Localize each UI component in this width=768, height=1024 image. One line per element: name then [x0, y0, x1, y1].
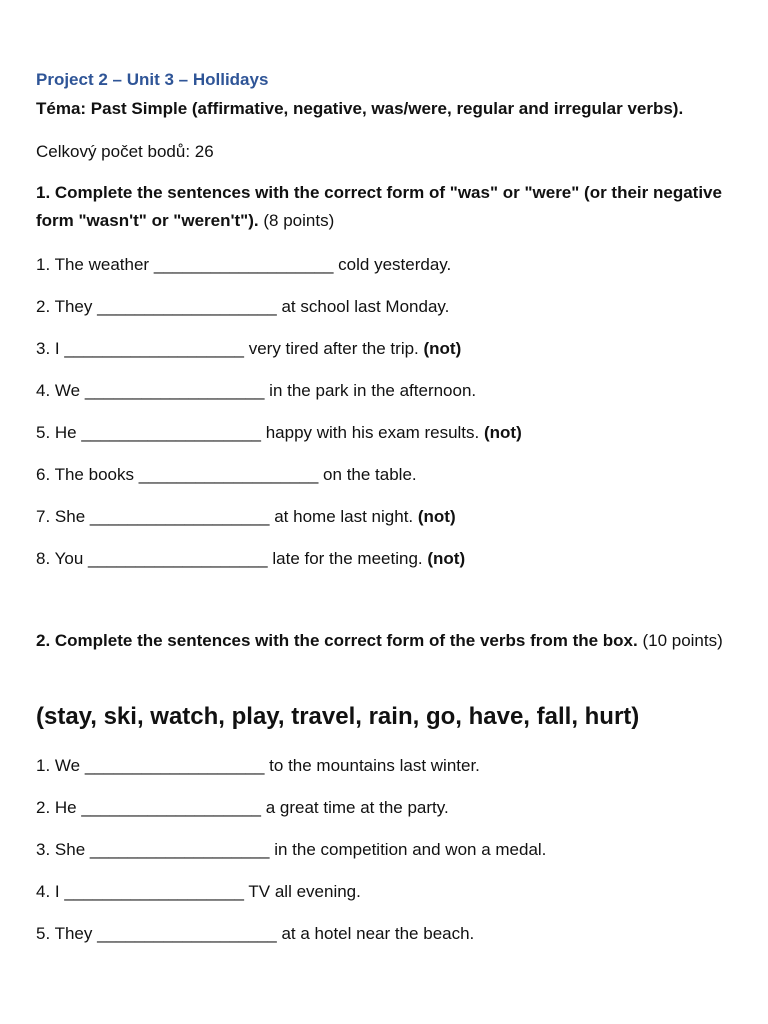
exercise1-instruction	[36, 179, 726, 235]
exercise2-instruction	[36, 627, 726, 655]
exercise1-item	[36, 422, 522, 444]
exercise1-item-text: 8. You ___________________ late for the meeting.	[36, 549, 423, 568]
page-title: Project 2 – Unit 3 – Hollidays	[36, 70, 269, 89]
exercise1-item	[36, 254, 451, 276]
exercise1-item-text: 2. They ___________________ at school last Monday.	[36, 297, 450, 316]
exercise2-instruction-text: 2. Complete the sentences with the correct form of the verbs from the box.	[36, 631, 638, 650]
exercise1-instruction-text: 1. Complete the sentences with the correct form of "was" or "were" (or their negative form "wasn't" or "weren't").	[36, 183, 722, 230]
exercise1-item-note: (not)	[479, 423, 522, 442]
exercise2-item: 3. She ___________________ in the competition and won a medal.	[36, 840, 547, 859]
exercise2-item: 5. They ___________________ at a hotel near the beach.	[36, 924, 475, 943]
exercise1-item-text: 1. The weather ___________________ cold yesterday.	[36, 255, 452, 274]
exercise1-item-text: 6. The books ___________________ on the table.	[36, 465, 417, 484]
exercise1-item-note: (not)	[418, 339, 462, 358]
exercise1-points: (8 points)	[258, 211, 335, 230]
exercise1-item-text: 3. I ___________________ very tired after the trip.	[36, 339, 419, 358]
exercise1-item	[36, 296, 449, 318]
exercise1-item-note: (not)	[422, 549, 466, 568]
exercise1-item	[36, 464, 417, 486]
exercise1-item-text: 7. She ___________________ at home last night.	[36, 507, 414, 526]
exercise1-item-note: (not)	[413, 507, 456, 526]
exercise1-item-text: 4. We ___________________ in the park in the afternoon.	[36, 381, 477, 400]
exercise2-item: 2. He ___________________ a great time at the party.	[36, 798, 449, 817]
worksheet-page	[36, 0, 736, 1024]
topic-line: Téma: Past Simple (affirmative, negative, was/were, regular and irregular verbs).	[36, 99, 684, 118]
verb-box: (stay, ski, watch, play, travel, rain, go, have, fall, hurt)	[36, 703, 640, 730]
exercise2-item: 4. I ___________________ TV all evening.	[36, 882, 361, 901]
exercise2-points: (10 points)	[637, 631, 723, 650]
exercise1-item	[36, 506, 456, 528]
exercise1-item	[36, 380, 476, 402]
exercise1-item	[36, 338, 461, 360]
exercise1-item	[36, 548, 465, 570]
exercise1-item-text: 5. He ___________________ happy with his exam results.	[36, 423, 480, 442]
exercise2-item: 1. We ___________________ to the mountains last winter.	[36, 756, 480, 775]
total-points: Celkový počet bodů: 26	[36, 142, 214, 161]
